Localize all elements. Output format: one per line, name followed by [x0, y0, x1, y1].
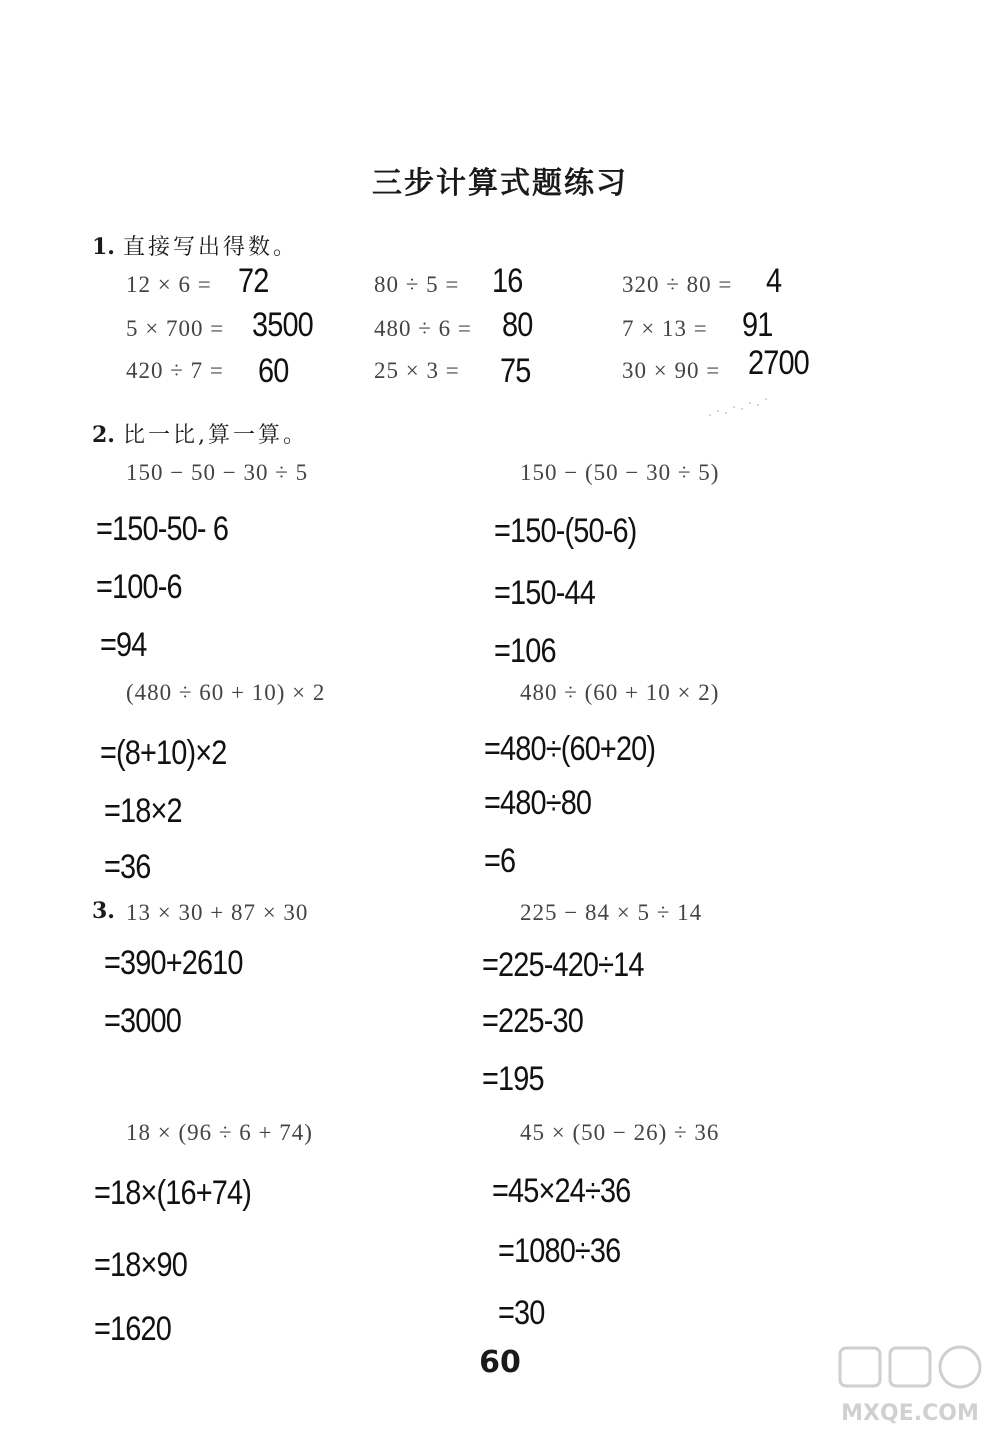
q3-step: =18×90 — [94, 1246, 187, 1284]
question-3-heading — [92, 898, 123, 924]
q1-answer: 60 — [258, 352, 289, 390]
q3-step: =1620 — [94, 1310, 171, 1348]
question-3-number: 3. — [92, 898, 115, 924]
watermark-logo — [820, 1340, 1000, 1430]
question-2-number: 2. — [92, 422, 115, 448]
q1-expr: 25 × 3 = — [374, 358, 460, 383]
q2-step: =480÷(60+20) — [484, 730, 656, 768]
q2-expr: (480 ÷ 60 + 10) × 2 — [126, 680, 326, 705]
q2-step: =106 — [494, 632, 556, 670]
q1-answer: 2700 — [748, 344, 809, 382]
q1-answer: 91 — [742, 306, 773, 344]
question-2-label: 比一比,算一算。 — [122, 423, 308, 448]
q1-expr: 5 × 700 = — [126, 316, 225, 341]
page-title: 三步计算式题练习 — [372, 166, 628, 201]
q1-answer: 72 — [238, 262, 269, 300]
question-2-heading — [92, 418, 308, 449]
q3-step: =18×(16+74) — [94, 1174, 251, 1212]
q2-step: =36 — [104, 848, 151, 886]
q2-expr: 150 − 50 − 30 ÷ 5 — [126, 460, 309, 485]
q3-expr: 45 × (50 − 26) ÷ 36 — [520, 1120, 720, 1145]
q2-step: =6 — [484, 842, 516, 880]
q3-step: =225-30 — [482, 1002, 583, 1040]
q3-step: =1080÷36 — [498, 1232, 621, 1270]
q2-step: =480÷80 — [484, 784, 592, 822]
q3-step: =390+2610 — [104, 944, 243, 982]
q1-expr: 12 × 6 = — [126, 272, 212, 297]
q1-answer: 16 — [492, 262, 523, 300]
q3-expr: 13 × 30 + 87 × 30 — [126, 900, 309, 925]
question-1-label: 直接写出得数。 — [122, 235, 298, 260]
q3-step: =45×24÷36 — [492, 1172, 631, 1210]
q2-step: =94 — [100, 626, 147, 664]
q3-expr: 225 − 84 × 5 ÷ 14 — [520, 900, 703, 925]
q1-answer: 4 — [766, 262, 782, 300]
question-1-number: 1. — [92, 234, 115, 260]
q3-step: =195 — [482, 1060, 544, 1098]
watermark-text: MXQE.COM — [841, 1401, 979, 1426]
scan-noise — [700, 395, 780, 425]
q1-answer: 3500 — [252, 306, 313, 344]
q2-expr: 480 ÷ (60 + 10 × 2) — [520, 680, 720, 705]
q1-expr: 420 ÷ 7 = — [126, 358, 224, 383]
q1-expr: 320 ÷ 80 = — [622, 272, 733, 297]
q3-step: =30 — [498, 1294, 545, 1332]
q1-expr: 80 ÷ 5 = — [374, 272, 460, 297]
q3-expr: 18 × (96 ÷ 6 + 74) — [126, 1120, 313, 1145]
q2-step: =150-(50-6) — [494, 512, 637, 550]
q2-expr: 150 − (50 − 30 ÷ 5) — [520, 460, 720, 485]
q2-step: =150-44 — [494, 574, 595, 612]
q3-step: =225-420÷14 — [482, 946, 644, 984]
q2-step: =150-50- 6 — [96, 510, 229, 548]
q1-expr: 7 × 13 = — [622, 316, 708, 341]
q1-expr: 480 ÷ 6 = — [374, 316, 472, 341]
question-1-heading — [92, 230, 298, 261]
q2-step: =18×2 — [104, 792, 182, 830]
q3-step: =3000 — [104, 1002, 181, 1040]
q1-answer: 75 — [500, 352, 531, 390]
q1-expr: 30 × 90 = — [622, 358, 721, 383]
q2-step: =(8+10)×2 — [100, 734, 227, 772]
q2-step: =100-6 — [96, 568, 182, 606]
page-number: 60 — [479, 1345, 521, 1380]
q1-answer: 80 — [502, 306, 533, 344]
